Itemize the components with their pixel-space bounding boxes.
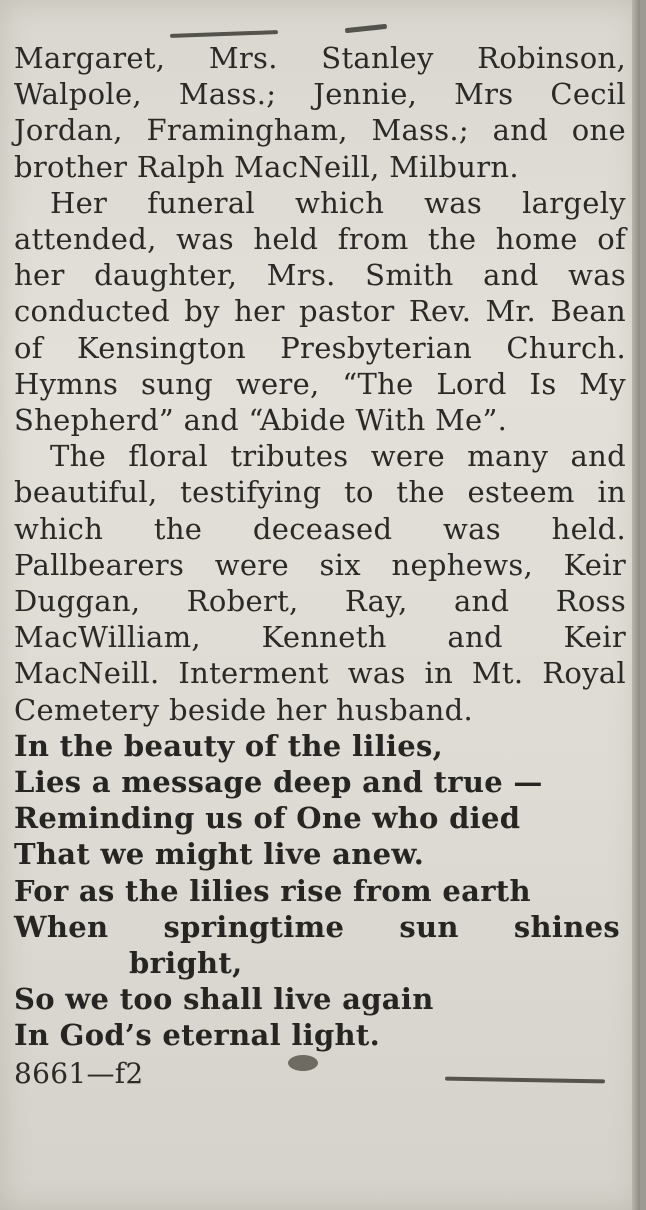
poem-word: When [14, 909, 109, 944]
poem-word: shines [513, 909, 620, 944]
poem-line: For as the lilies rise from earth [14, 873, 531, 908]
poem-line [14, 909, 626, 945]
clipping-edge [632, 0, 640, 1210]
clipping-code: 8661—f2 [14, 1056, 144, 1090]
poem-line: bright, [129, 946, 243, 981]
poem-line: That we might live anew. [14, 837, 425, 872]
poem-line: In God’s eternal light. [14, 1018, 381, 1053]
poem-word: springtime [163, 909, 345, 944]
poem-line: So we too shall live again [14, 982, 434, 1017]
poem-word: sun [399, 909, 459, 944]
ink-mark-top-left [170, 30, 278, 38]
obituary-article [14, 40, 626, 1092]
paragraph-funeral: Her funeral which was largely attended, was held from the home of her daughter, Mrs. Smith and was conducted by her pastor Rev. Mr. Bean of Kensington Presbyterian Church. Hymns sung were, “The Lord Is My Shepherd” and “Abide With Me”. [14, 185, 626, 438]
poem-line: Reminding us of One who died [14, 801, 521, 836]
paragraph-survivors: Margaret, Mrs. Stanley Robinson, Walpole, Mass.; Jennie, Mrs Cecil Jordan, Framingham, Mass.; and one brother Ralph MacNeill, Milburn. [14, 41, 626, 184]
paragraph-tributes: The floral tributes were many and beautiful, testifying to the esteem in which the deceased was held. Pallbearers were six nephews, Keir Duggan, Robert, Ray, and Ross MacWilliam, Kenneth and Keir MacNeill. Interment was in Mt. Royal Cemetery beside her husband. [14, 439, 626, 727]
poem-line: In the beauty of the lilies, [14, 728, 443, 763]
poem-line: Lies a message deep and true — [14, 765, 543, 800]
memorial-poem [14, 728, 626, 1054]
ink-mark-top-right [345, 24, 387, 33]
